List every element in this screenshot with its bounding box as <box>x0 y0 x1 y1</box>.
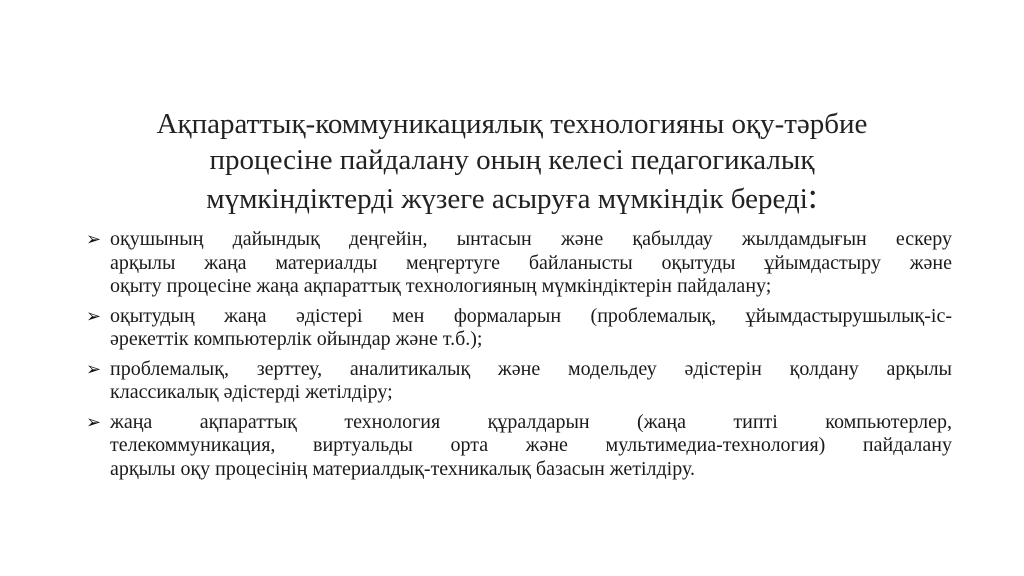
bullet-1-line-2: арқылы жаңа материалды меңгертуге байланысты оқытуды ұйымдастыру және <box>110 251 952 274</box>
slide-title-line-2: процесіне пайдалану оның келесі педагогикалық <box>209 144 815 176</box>
bullet-2-line-1: оқытудың жаңа әдістері мен формаларын (проблемалық, ұйымдастырушылық-іс- <box>110 304 952 327</box>
bullet-4-line-3: арқылы оқу процесінің материалдық-техникалық базасын жетілдіру. <box>110 457 695 480</box>
arrow-bullet-icon: ➢ <box>86 358 102 380</box>
arrow-bullet-icon: ➢ <box>86 411 102 433</box>
bullet-item-3 <box>86 358 952 405</box>
bullet-4-line-1: жаңа ақпараттық технология құралдарын (жаңа типті компьютерлер, <box>110 410 952 433</box>
bullet-1-line-1: оқушының дайындық деңгейін, ынтасын және қабылдау жылдамдығын ескеру <box>110 228 952 250</box>
bullet-4-line-2: телекоммуникация, виртуальды орта және мультимедиа-технология) пайдалану <box>110 434 952 456</box>
bullet-1-line-3: оқыту процесіне жаңа ақпараттық технологияның мүмкіндіктерін пайдалану; <box>110 275 772 297</box>
slide-title-line-1: Ақпараттық-коммуникациялық технологияны оқу-тәрбие <box>156 108 868 140</box>
bullet-item-2 <box>86 305 952 352</box>
bullet-2-line-2: әрекеттік компьютерлік ойындар және т.б.); <box>110 328 483 350</box>
slide-title <box>80 106 944 217</box>
arrow-bullet-icon: ➢ <box>86 229 102 250</box>
bullet-item-1 <box>86 228 952 299</box>
slide-title-line-3-text: мүмкіндіктерді жүзеге асыруға мүмкіндік береді <box>206 183 808 215</box>
slide-title-colon: : <box>807 176 818 216</box>
arrow-bullet-icon: ➢ <box>86 305 102 327</box>
bullet-3-line-1: проблемалық, зерттеу, аналитикалық және модельдеу әдістерін қолдану арқылы <box>110 357 952 380</box>
bullet-item-4 <box>86 411 952 482</box>
bullet-3-line-2: классикалық әдістерді жетілдіру; <box>110 381 393 403</box>
bullet-list <box>86 228 952 487</box>
slide-title-line-3 <box>80 178 944 217</box>
